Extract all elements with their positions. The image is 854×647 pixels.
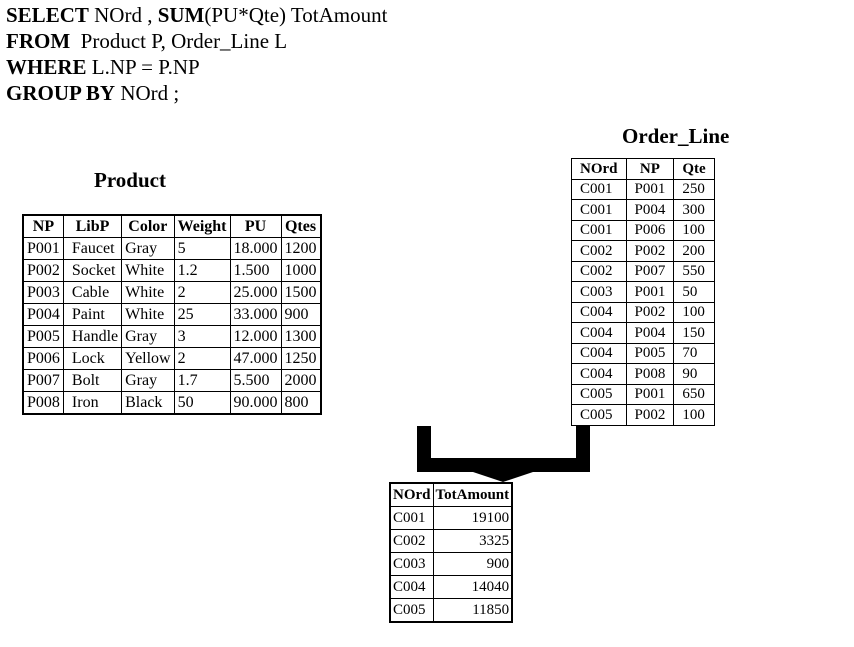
table-cell: 90.000 xyxy=(230,392,281,415)
table-cell: P007 xyxy=(626,261,674,282)
table-cell: C004 xyxy=(572,323,627,344)
sql-line-groupby: GROUP BY NOrd ; xyxy=(6,81,180,105)
table-cell: 2 xyxy=(174,348,230,370)
sql-line-from: FROM Product P, Order_Line L xyxy=(6,29,288,53)
table-cell: P004 xyxy=(23,304,63,326)
table-cell: 50 xyxy=(674,282,714,303)
table-cell: 2 xyxy=(174,282,230,304)
column-header: TotAmount xyxy=(433,483,512,507)
table-cell: White xyxy=(122,304,175,326)
table-cell: P002 xyxy=(626,302,674,323)
table-cell: 3 xyxy=(174,326,230,348)
table-cell: C001 xyxy=(572,200,627,221)
table-cell: 1200 xyxy=(281,238,321,260)
table-cell: 12.000 xyxy=(230,326,281,348)
table-cell: Socket xyxy=(63,260,121,282)
table-cell: 70 xyxy=(674,343,714,364)
column-header: NP xyxy=(626,159,674,180)
column-header: Weight xyxy=(174,215,230,238)
table-cell: 25.000 xyxy=(230,282,281,304)
table-cell: 1000 xyxy=(281,260,321,282)
table-cell: Bolt xyxy=(63,370,121,392)
table-cell: 1.500 xyxy=(230,260,281,282)
table-cell: C001 xyxy=(572,220,627,241)
table-cell: 650 xyxy=(674,384,714,405)
table-row xyxy=(390,530,512,553)
table-cell: C001 xyxy=(572,179,627,200)
table-cell: 1250 xyxy=(281,348,321,370)
table-cell: 11850 xyxy=(433,599,512,623)
table-cell: Gray xyxy=(122,326,175,348)
table-row xyxy=(390,507,512,530)
table-cell: 150 xyxy=(674,323,714,344)
table-cell: 2000 xyxy=(281,370,321,392)
table-cell: P008 xyxy=(626,364,674,385)
table-cell: Iron xyxy=(63,392,121,415)
sql-line-select: SELECT NOrd , SUM(PU*Qte) TotAmount xyxy=(6,3,388,27)
table-cell: P004 xyxy=(626,200,674,221)
table-cell: 14040 xyxy=(433,576,512,599)
table-cell: Gray xyxy=(122,238,175,260)
table-cell: Faucet xyxy=(63,238,121,260)
result-table xyxy=(389,482,513,623)
table-cell: 100 xyxy=(674,220,714,241)
table-cell: P005 xyxy=(23,326,63,348)
table-cell: P002 xyxy=(23,260,63,282)
column-header: NOrd xyxy=(572,159,627,180)
table-cell: C002 xyxy=(572,241,627,262)
table-cell: 1.2 xyxy=(174,260,230,282)
table-cell: Black xyxy=(122,392,175,415)
table-cell: 5.500 xyxy=(230,370,281,392)
table-cell: 3325 xyxy=(433,530,512,553)
table-cell: C001 xyxy=(390,507,433,530)
table-cell: White xyxy=(122,260,175,282)
table-cell: C003 xyxy=(572,282,627,303)
table-cell: P008 xyxy=(23,392,63,415)
table-cell: Paint xyxy=(63,304,121,326)
table-cell: C003 xyxy=(390,553,433,576)
table-cell: Gray xyxy=(122,370,175,392)
table-cell: P001 xyxy=(23,238,63,260)
table-cell: P005 xyxy=(626,343,674,364)
table-cell: 250 xyxy=(674,179,714,200)
table-cell: 1.7 xyxy=(174,370,230,392)
column-header: Qtes xyxy=(281,215,321,238)
table-cell: 18.000 xyxy=(230,238,281,260)
table-cell: P003 xyxy=(23,282,63,304)
table-cell: P001 xyxy=(626,179,674,200)
table-cell: P001 xyxy=(626,384,674,405)
table-cell: Yellow xyxy=(122,348,175,370)
table-cell: C005 xyxy=(572,405,627,426)
column-header: LibP xyxy=(63,215,121,238)
order-line-title: Order_Line xyxy=(622,124,730,148)
table-cell: C004 xyxy=(572,302,627,323)
table-cell: 200 xyxy=(674,241,714,262)
table-cell: 19100 xyxy=(433,507,512,530)
column-header: PU xyxy=(230,215,281,238)
table-cell: C005 xyxy=(572,384,627,405)
table-cell: 5 xyxy=(174,238,230,260)
table-cell: 900 xyxy=(433,553,512,576)
column-header: Color xyxy=(122,215,175,238)
table-cell: C004 xyxy=(572,343,627,364)
table-cell: P001 xyxy=(626,282,674,303)
table-cell: 90 xyxy=(674,364,714,385)
table-cell: Handle xyxy=(63,326,121,348)
table-cell: Lock xyxy=(63,348,121,370)
table-cell: 100 xyxy=(674,302,714,323)
table-row xyxy=(390,576,512,599)
table-cell: 550 xyxy=(674,261,714,282)
table-cell: 47.000 xyxy=(230,348,281,370)
table-cell: White xyxy=(122,282,175,304)
result-header-row xyxy=(390,483,512,507)
table-cell: C002 xyxy=(572,261,627,282)
column-header: NP xyxy=(23,215,63,238)
join-arrow-path xyxy=(417,426,590,482)
table-cell: 1300 xyxy=(281,326,321,348)
table-cell: P006 xyxy=(626,220,674,241)
table-cell: 33.000 xyxy=(230,304,281,326)
table-cell: 800 xyxy=(281,392,321,415)
sql-line-where: WHERE L.NP = P.NP xyxy=(6,55,200,79)
table-cell: C004 xyxy=(572,364,627,385)
table-cell: 300 xyxy=(674,200,714,221)
table-cell: 1500 xyxy=(281,282,321,304)
table-cell: 900 xyxy=(281,304,321,326)
table-cell: P004 xyxy=(626,323,674,344)
table-cell: C002 xyxy=(390,530,433,553)
table-row xyxy=(390,553,512,576)
table-cell: P007 xyxy=(23,370,63,392)
table-cell: C005 xyxy=(390,599,433,623)
table-cell: P002 xyxy=(626,241,674,262)
table-cell: 50 xyxy=(174,392,230,415)
table-cell: 100 xyxy=(674,405,714,426)
table-cell: 25 xyxy=(174,304,230,326)
table-cell: Cable xyxy=(63,282,121,304)
table-row xyxy=(390,599,512,623)
table-cell: P006 xyxy=(23,348,63,370)
result-body xyxy=(390,507,512,623)
column-header: Qte xyxy=(674,159,714,180)
table-cell: C004 xyxy=(390,576,433,599)
product-title: Product xyxy=(94,168,166,192)
column-header: NOrd xyxy=(390,483,433,507)
table-cell: P002 xyxy=(626,405,674,426)
